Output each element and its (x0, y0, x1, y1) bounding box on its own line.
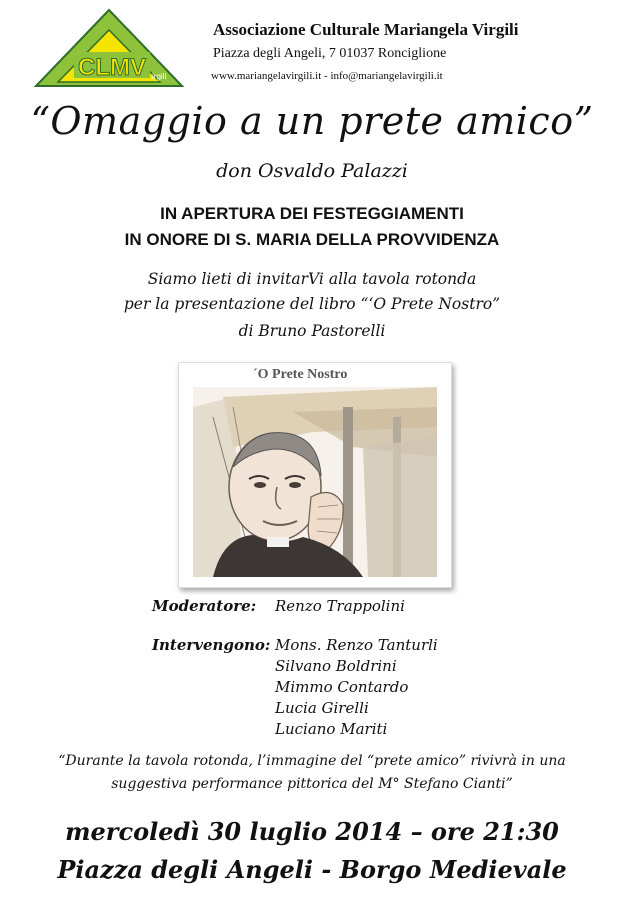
performance-quote: “Durante la tavola rotonda, l’immagine del “prete amico” rivivrà in una (58, 753, 566, 769)
organization-contacts[interactable]: www.mariangelavirgili.it - info@mariangelavirgili.it (211, 70, 443, 82)
moderator-label: Moderatore: (152, 597, 257, 615)
invitation-line: per la presentazione del libro “‘O Prete Nostro” (123, 295, 501, 313)
priest-portrait-illustration (193, 387, 437, 577)
book-cover-title: ´O Prete Nostro (253, 367, 348, 382)
speaker-name: Lucia Girelli (275, 699, 369, 717)
speaker-name: Silvano Boldrini (275, 657, 397, 675)
occasion-line: IN APERTURA DEI FESTEGGIAMENTI (160, 204, 464, 223)
organization-name: Associazione Culturale Mariangela Virgili (213, 20, 519, 39)
event-date-time: mercoledì 30 luglio 2014 – ore 21:30 (65, 817, 559, 846)
speakers-label: Intervengono: (152, 636, 271, 654)
event-subtitle: don Osvaldo Palazzi (216, 160, 408, 182)
speaker-name: Luciano Mariti (275, 720, 388, 738)
invitation-line: Siamo lieti di invitarVi alla tavola rotonda (147, 270, 477, 288)
event-title: “Omaggio a un prete amico” (30, 99, 594, 143)
event-location: Piazza degli Angeli - Borgo Medievale (57, 855, 567, 884)
speaker-name: Mons. Renzo Tanturli (275, 636, 438, 654)
svg-text:CLMV: CLMV (78, 54, 146, 81)
organization-address: Piazza degli Angeli, 7 01037 Ronciglione (213, 46, 447, 61)
invitation-line: di Bruno Pastorelli (238, 322, 386, 340)
moderator-name: Renzo Trappolini (275, 597, 405, 615)
speaker-name: Mimmo Contardo (275, 678, 409, 696)
svg-text:irgili: irgili (152, 72, 167, 81)
performance-quote: suggestiva performance pittorica del M° Stefano Cianti” (111, 776, 513, 792)
association-logo (34, 8, 184, 90)
occasion-line: IN ONORE DI S. MARIA DELLA PROVVIDENZA (124, 230, 500, 249)
book-cover-image (178, 362, 452, 588)
